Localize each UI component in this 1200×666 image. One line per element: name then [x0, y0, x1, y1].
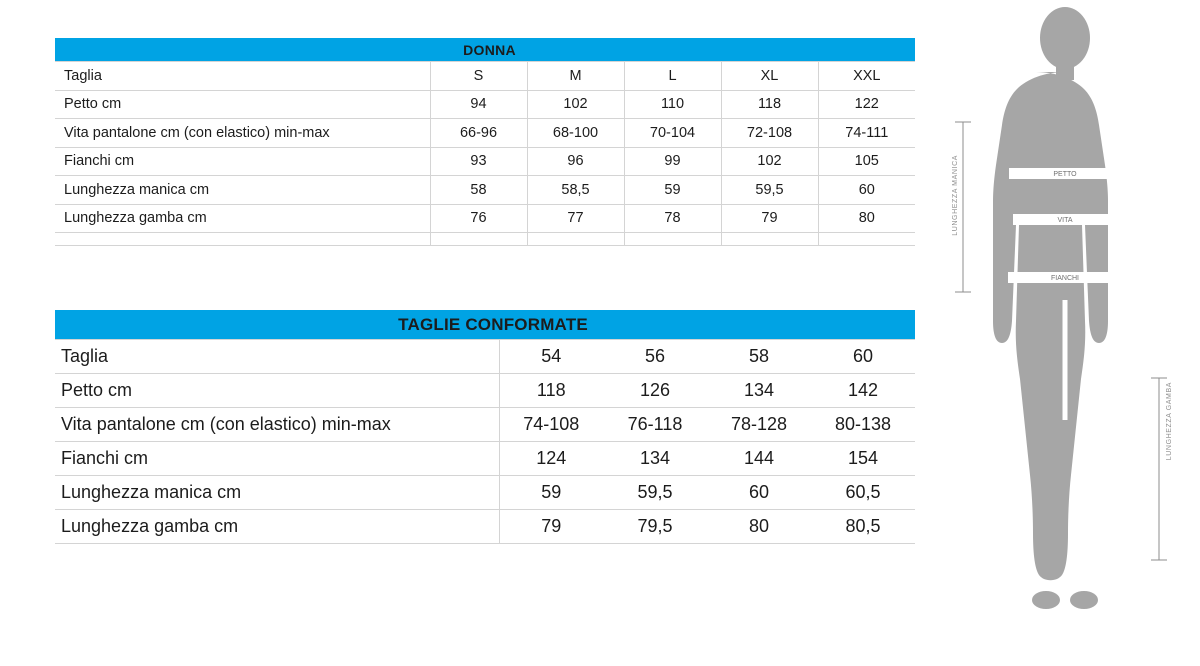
table-row	[55, 204, 915, 233]
row-label: Vita pantalone cm (con elastico) min-max	[55, 119, 430, 148]
table-title: TAGLIE CONFORMATE	[55, 310, 915, 340]
table-row	[55, 147, 915, 176]
cell-value: 79	[721, 204, 818, 233]
table-row	[55, 442, 915, 476]
cell-value: 142	[811, 374, 915, 408]
label-fianchi: FIANCHI	[1051, 275, 1079, 282]
cell-value: 54	[499, 340, 603, 374]
row-label: Lunghezza gamba cm	[55, 510, 499, 544]
cell-value: 134	[603, 442, 707, 476]
female-body-measurement-diagram	[930, 0, 1200, 666]
cell-value: XXL	[818, 62, 915, 91]
cell-value: 80	[707, 510, 811, 544]
row-label: Fianchi cm	[55, 147, 430, 176]
row-label: Fianchi cm	[55, 442, 499, 476]
cell-value: 94	[430, 90, 527, 119]
cell-value: 102	[721, 147, 818, 176]
guide-leg-length	[1151, 378, 1167, 560]
table-row	[55, 62, 915, 91]
cell-value: 59	[499, 476, 603, 510]
cell-value: 76-118	[603, 408, 707, 442]
body-silhouette-svg	[930, 0, 1200, 666]
table-row	[55, 90, 915, 119]
row-label: Lunghezza manica cm	[55, 176, 430, 205]
cell-value: 154	[811, 442, 915, 476]
cell-value: XL	[721, 62, 818, 91]
table-header-band	[55, 38, 915, 62]
table-row	[55, 176, 915, 205]
cell-value: 72-108	[721, 119, 818, 148]
axis-label-lunghezza-manica: LUNGHEZZA MANICA	[952, 155, 959, 236]
cell-value: 105	[818, 147, 915, 176]
table-row	[55, 340, 915, 374]
cell-value: 76	[430, 204, 527, 233]
table-row	[55, 119, 915, 148]
cell-value: 134	[707, 374, 811, 408]
cell-value: 58,5	[527, 176, 624, 205]
row-label: Lunghezza manica cm	[55, 476, 499, 510]
cell-value: 59	[624, 176, 721, 205]
body-silhouette	[993, 7, 1108, 609]
cell-value: 60	[818, 176, 915, 205]
row-label: Petto cm	[55, 374, 499, 408]
cell-value: 74-111	[818, 119, 915, 148]
row-label: Vita pantalone cm (con elastico) min-max	[55, 408, 499, 442]
cell-value: 74-108	[499, 408, 603, 442]
cell-value: 58	[430, 176, 527, 205]
table-row	[55, 476, 915, 510]
size-table-conformate-container	[55, 310, 915, 544]
cell-value: L	[624, 62, 721, 91]
row-label: Lunghezza gamba cm	[55, 204, 430, 233]
cell-value: 144	[707, 442, 811, 476]
axis-label-lunghezza-gamba: LUNGHEZZA GAMBA	[1166, 382, 1173, 461]
row-label: Petto cm	[55, 90, 430, 119]
label-petto: PETTO	[1053, 171, 1077, 178]
row-label: Taglia	[55, 340, 499, 374]
cell-value: 59,5	[603, 476, 707, 510]
table-header-band	[55, 310, 915, 340]
table-title: DONNA	[55, 38, 915, 62]
size-table-conformate	[55, 310, 915, 544]
cell-value: 70-104	[624, 119, 721, 148]
cell-value: 118	[499, 374, 603, 408]
cell-value: 80,5	[811, 510, 915, 544]
label-vita: VITA	[1057, 217, 1073, 224]
cell-value: S	[430, 62, 527, 91]
table-row	[55, 510, 915, 544]
table-row	[55, 374, 915, 408]
cell-value: 99	[624, 147, 721, 176]
cell-value: 60,5	[811, 476, 915, 510]
table-row	[55, 408, 915, 442]
cell-value: 66-96	[430, 119, 527, 148]
cell-value: 124	[499, 442, 603, 476]
cell-value: 79,5	[603, 510, 707, 544]
cell-value: 78-128	[707, 408, 811, 442]
cell-value: 126	[603, 374, 707, 408]
cell-value: 68-100	[527, 119, 624, 148]
cell-value: 58	[707, 340, 811, 374]
cell-value: 118	[721, 90, 818, 119]
cell-value: 80-138	[811, 408, 915, 442]
cell-value: 96	[527, 147, 624, 176]
cell-value: 77	[527, 204, 624, 233]
size-table-donna-container	[55, 38, 915, 246]
cell-value: 59,5	[721, 176, 818, 205]
cell-value: 79	[499, 510, 603, 544]
cell-value: 102	[527, 90, 624, 119]
cell-value: 78	[624, 204, 721, 233]
cell-value: 60	[811, 340, 915, 374]
size-table-donna	[55, 38, 915, 246]
cell-value: 56	[603, 340, 707, 374]
cell-value: 80	[818, 204, 915, 233]
cell-value: 93	[430, 147, 527, 176]
cell-value: M	[527, 62, 624, 91]
cell-value: 60	[707, 476, 811, 510]
cell-value: 122	[818, 90, 915, 119]
cell-value: 110	[624, 90, 721, 119]
table-bottom-spacer	[55, 233, 915, 246]
row-label: Taglia	[55, 62, 430, 91]
